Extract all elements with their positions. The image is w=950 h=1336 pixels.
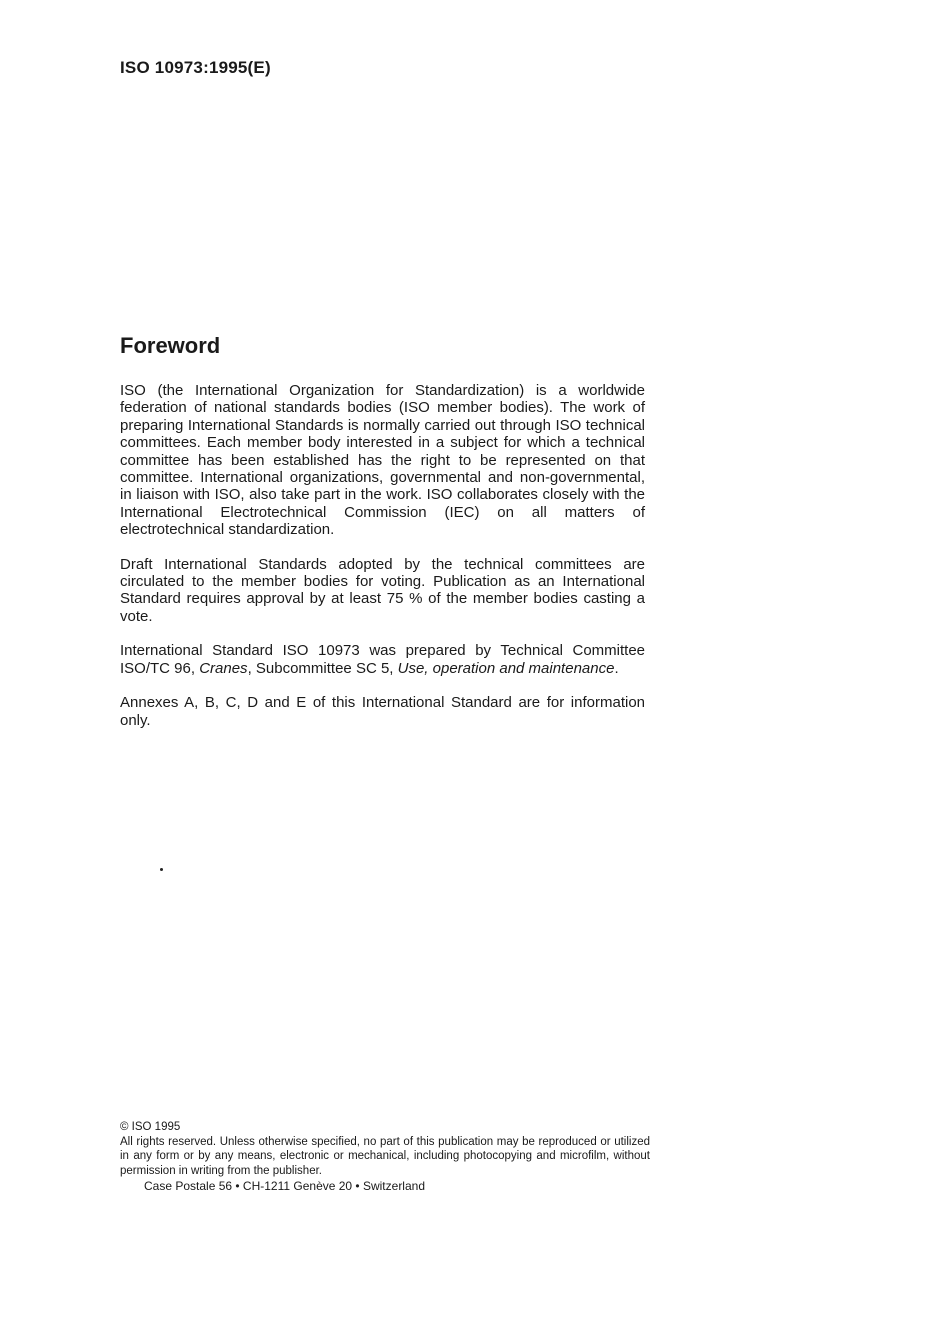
foreword-paragraph-4: Annexes A, B, C, D and E of this International Standard are for information only. xyxy=(120,694,645,729)
document-id-header: ISO 10973:1995(E) xyxy=(120,58,271,77)
foreword-paragraph-1: ISO (the International Organization for Standardization) is a worldwide federation of national standards bodies (ISO member bodies). The work of preparing International Standards is normally carried out through ISO technical committees. Each member body interested in a subject for which a technical committee has been established has the right to be represented on that committee. International organizations, governmental and non-governmental, in liaison with ISO, also take part in the work. ISO collaborates closely with the International Electrotechnical Commission (IEC) on all matters of electrotechnical standardization. xyxy=(120,382,645,539)
copyright-notice: All rights reserved. Unless otherwise specified, no part of this publication may be reproduced or utilized in any form or by any means, electronic or mechanical, including photocopying and microfilm, without permission in writing from the publisher. xyxy=(120,1135,650,1177)
paragraph-3-text: , Subcommittee SC 5, xyxy=(247,659,398,677)
copyright-block xyxy=(120,1120,650,1194)
publisher-address: Case Postale 56 • CH-1211 Genève 20 • Switzerland xyxy=(144,1179,425,1193)
foreword-body xyxy=(120,382,645,746)
paragraph-3-text: . xyxy=(614,659,619,677)
foreword-title: Foreword xyxy=(120,333,221,358)
copyright-line: © ISO 1995 xyxy=(120,1121,181,1133)
subcommittee-name: Use, operation and maintenance xyxy=(397,659,615,677)
foreword-paragraph-3 xyxy=(120,642,645,677)
stray-dot-mark xyxy=(160,868,163,871)
foreword-paragraph-2: Draft International Standards adopted by the technical committees are circulated to the member bodies for voting. Publication as an International Standard requires approval by at least 75 % of the member bodies casting a vote. xyxy=(120,555,645,625)
paragraph-3-text: International Standard ISO 10973 was prepared by Technical Committee ISO/TC 96, xyxy=(120,642,645,677)
committee-name: Cranes xyxy=(199,659,248,677)
